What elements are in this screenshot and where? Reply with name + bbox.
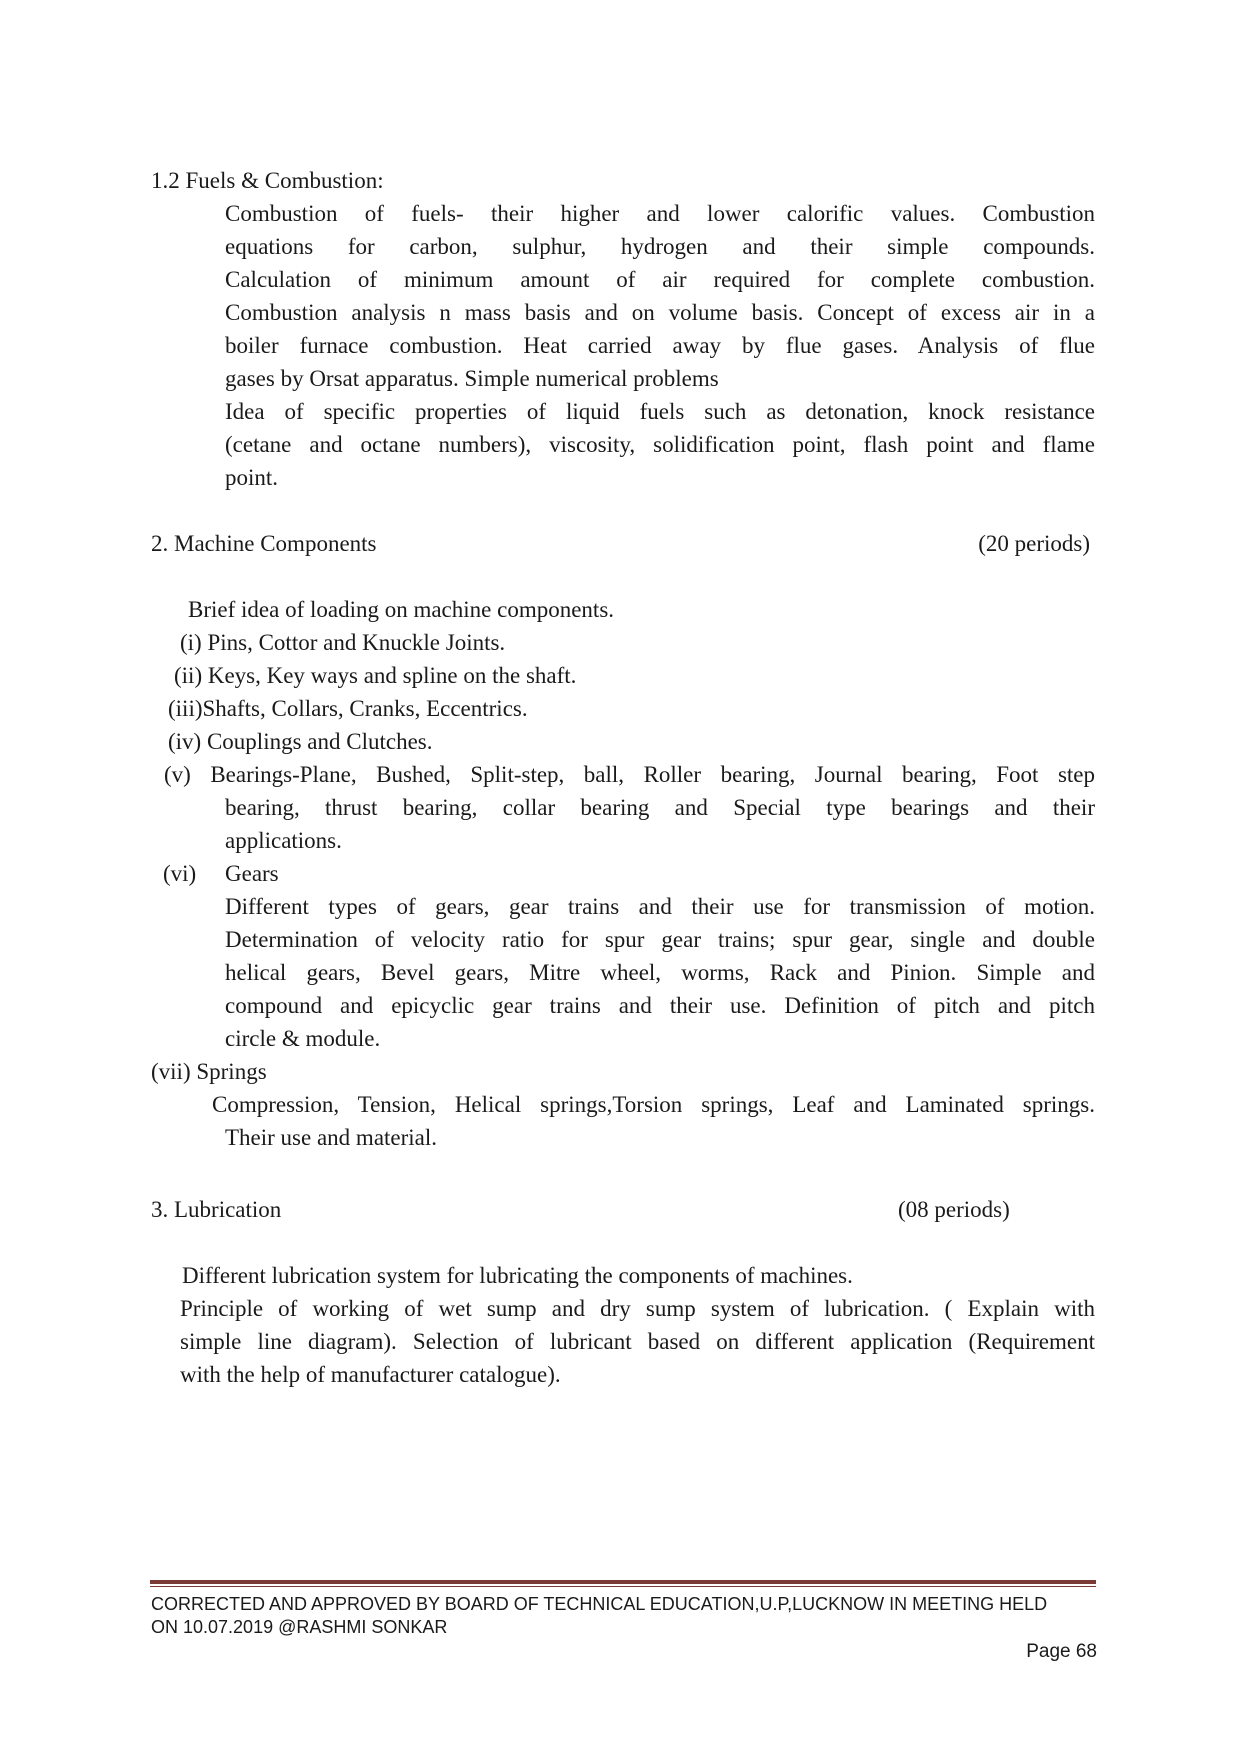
machine-intro: Brief idea of loading on machine components. — [188, 597, 615, 622]
item-iii: (iii)Shafts, Collars, Cranks, Eccentrics. — [168, 696, 528, 721]
lubrication-line-3: simple line diagram). Selection of lubricant based on different application (Requirement — [180, 1329, 1095, 1354]
footer-rule-thin — [150, 1586, 1096, 1587]
item-iv: (iv) Couplings and Clutches. — [168, 729, 433, 754]
gears-line-5: circle & module. — [225, 1026, 381, 1051]
springs-line-2: Their use and material. — [225, 1125, 438, 1150]
section-2-heading: 2. Machine Components — [151, 531, 377, 556]
fuels-line-3: Calculation of minimum amount of air required for complete combustion. — [225, 267, 1095, 292]
fuels-line-9: point. — [225, 465, 279, 490]
item-i: (i) Pins, Cottor and Knuckle Joints. — [180, 630, 506, 655]
footer-approval-line-1: CORRECTED AND APPROVED BY BOARD OF TECHNICAL EDUCATION,U.P,LUCKNOW IN MEETING HELD — [151, 1594, 1048, 1614]
gears-line-4: compound and epicyclic gear trains and their use. Definition of pitch and pitch — [225, 993, 1095, 1018]
section-1-2-heading: 1.2 Fuels & Combustion: — [151, 168, 384, 193]
gears-line-1: Different types of gears, gear trains and their use for transmission of motion. — [225, 894, 1095, 919]
springs-line-1: Compression, Tension, Helical springs,Torsion springs, Leaf and Laminated springs. — [212, 1092, 1095, 1117]
page-number: Page 68 — [1026, 1641, 1097, 1662]
fuels-line-4: Combustion analysis n mass basis and on volume basis. Concept of excess air in a — [225, 300, 1095, 325]
item-v-line-2: bearing, thrust bearing, collar bearing and Special type bearings and their — [225, 795, 1095, 820]
lubrication-line-1: Different lubrication system for lubricating the components of machines. — [182, 1263, 853, 1288]
item-vii-title: (vii) Springs — [151, 1059, 267, 1084]
section-2-periods: (20 periods) — [978, 531, 1090, 556]
fuels-line-8: (cetane and octane numbers), viscosity, solidification point, flash point and flame — [225, 432, 1095, 457]
item-v-line-1: (v) Bearings-Plane, Bushed, Split-step, ball, Roller bearing, Journal bearing, Foot step — [164, 762, 1095, 787]
fuels-line-6: gases by Orsat apparatus. Simple numerical problems — [225, 366, 719, 391]
fuels-line-7: Idea of specific properties of liquid fuels such as detonation, knock resistance — [225, 399, 1095, 424]
section-3-periods: (08 periods) — [898, 1197, 1010, 1222]
gears-line-3: helical gears, Bevel gears, Mitre wheel, worms, Rack and Pinion. Simple and — [225, 960, 1095, 985]
footer-approval-line-2: ON 10.07.2019 @RASHMI SONKAR — [151, 1617, 448, 1637]
footer-rule-thick — [150, 1580, 1096, 1584]
gears-line-2: Determination of velocity ratio for spur gear trains; spur gear, single and double — [225, 927, 1095, 952]
item-vi-label: (vi) — [163, 861, 197, 886]
item-ii: (ii) Keys, Key ways and spline on the shaft. — [174, 663, 577, 688]
fuels-line-1: Combustion of fuels- their higher and lower calorific values. Combustion — [225, 201, 1095, 226]
fuels-line-5: boiler furnace combustion. Heat carried away by flue gases. Analysis of flue — [225, 333, 1095, 358]
item-v-line-3: applications. — [225, 828, 342, 853]
item-vi-title: Gears — [225, 861, 279, 886]
section-3-heading: 3. Lubrication — [151, 1197, 282, 1222]
lubrication-line-4: with the help of manufacturer catalogue). — [180, 1362, 561, 1387]
fuels-line-2: equations for carbon, sulphur, hydrogen and their simple compounds. — [225, 234, 1095, 259]
lubrication-line-2: Principle of working of wet sump and dry sump system of lubrication. ( Explain with — [180, 1296, 1095, 1321]
